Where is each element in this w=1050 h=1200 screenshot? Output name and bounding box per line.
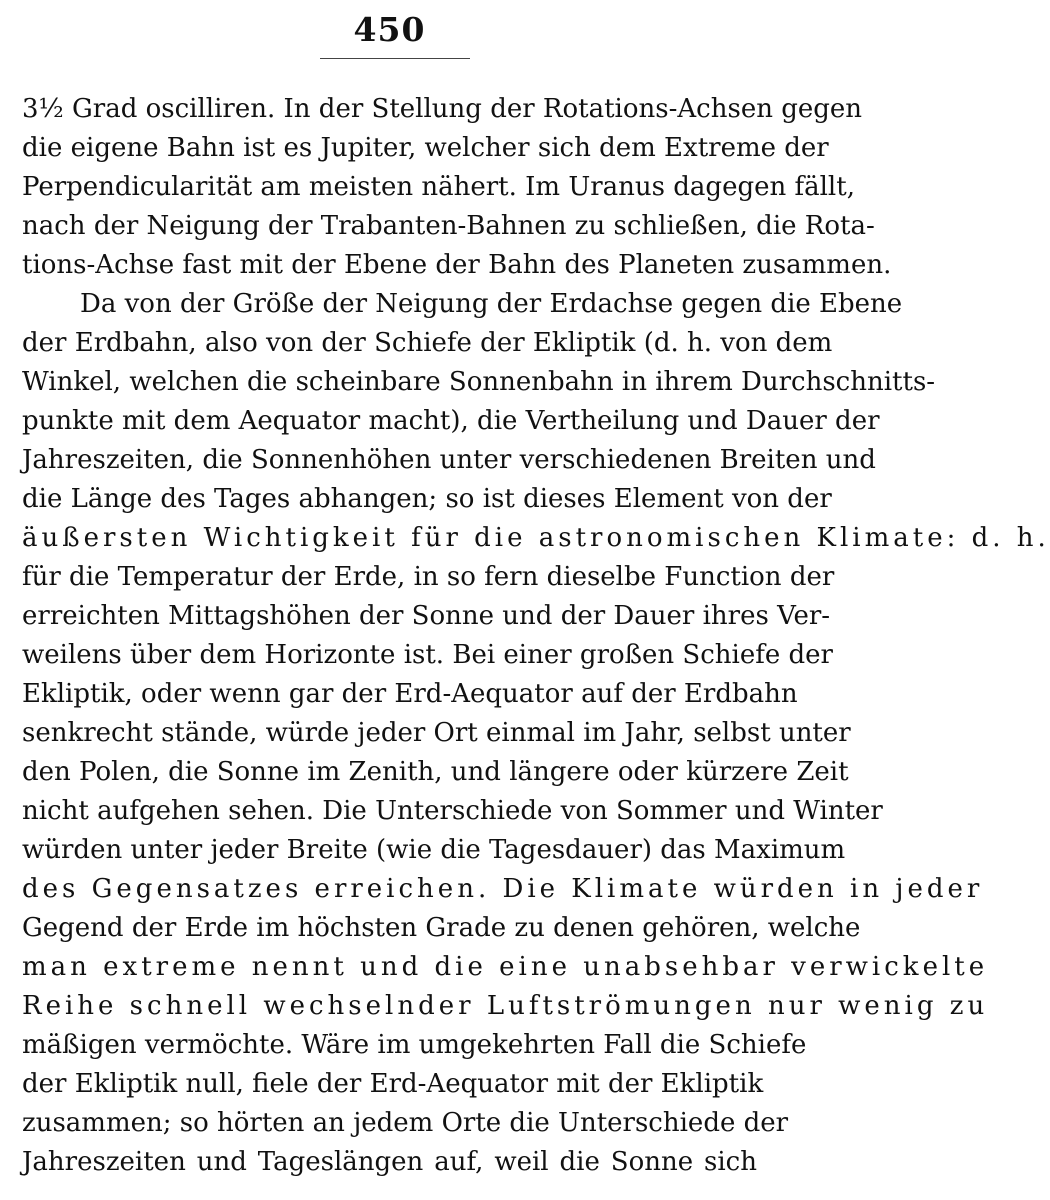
text-line: die eigene Bahn ist es Jupiter, welcher sich dem Extreme der bbox=[22, 133, 829, 163]
text-line: würden unter jeder Breite (wie die Tagesdauer) das Maximum bbox=[22, 835, 846, 865]
body-text bbox=[22, 90, 1050, 1182]
text-line: der Ekliptik null, fiele der Erd-Aequator mit der Ekliptik bbox=[22, 1069, 764, 1099]
text-line: die Länge des Tages abhangen; so ist dieses Element von der bbox=[22, 484, 832, 514]
text-line: den Polen, die Sonne im Zenith, und längere oder kürzere Zeit bbox=[22, 757, 849, 787]
text-line: Jahreszeiten und Tageslängen auf, weil die Sonne sich bbox=[22, 1147, 757, 1177]
text-line: Ekliptik, oder wenn gar der Erd-Aequator auf der Erdbahn bbox=[22, 679, 798, 709]
text-line: nicht aufgehen sehen. Die Unterschiede von Sommer und Winter bbox=[22, 796, 883, 826]
text-line: des Gegensatzes erreichen. Die Klimate würden in jeder bbox=[22, 874, 984, 904]
text-line: Jahreszeiten, die Sonnenhöhen unter verschiedenen Breiten und bbox=[22, 445, 876, 475]
text-line: für die Temperatur der Erde, in so fern dieselbe Function der bbox=[22, 562, 835, 592]
text-line: tions-Achse fast mit der Ebene der Bahn des Planeten zusammen. bbox=[22, 250, 892, 280]
text-line: 3½ Grad oscilliren. In der Stellung der Rotations-Achsen gegen bbox=[22, 94, 863, 124]
text-line: nach der Neigung der Trabanten-Bahnen zu schließen, die Rota- bbox=[22, 211, 875, 241]
text-line: senkrecht stände, würde jeder Ort einmal im Jahr, selbst unter bbox=[22, 718, 851, 748]
text-line: mäßigen vermöchte. Wäre im umgekehrten Fall die Schiefe bbox=[22, 1030, 807, 1060]
text-line: der Erdbahn, also von der Schiefe der Ekliptik (d. h. von dem bbox=[22, 328, 833, 358]
text-line: Perpendicularität am meisten nähert. Im Uranus dagegen fällt, bbox=[22, 172, 855, 202]
header-rule bbox=[320, 58, 470, 59]
text-line: man extreme nennt und die eine unabsehbar verwickelte bbox=[22, 952, 989, 982]
text-line: zusammen; so hörten an jedem Orte die Unterschiede der bbox=[22, 1108, 789, 1138]
text-line: Reihe schnell wechselnder Luftströmungen nur wenig zu bbox=[22, 991, 989, 1021]
text-line: Gegend der Erde im höchsten Grade zu denen gehören, welche bbox=[22, 913, 861, 943]
text-line: punkte mit dem Aequator macht), die Vertheilung und Dauer der bbox=[22, 406, 880, 436]
text-line: Winkel, welchen die scheinbare Sonnenbahn in ihrem Durchschnitts- bbox=[22, 367, 936, 397]
text-line: äußersten Wichtigkeit für die astronomischen Klimate: d. h. bbox=[22, 523, 1050, 553]
page-number: 450 bbox=[353, 10, 426, 49]
paragraph-first-line: Da von der Größe der Neigung der Erdachse gegen die Ebene bbox=[80, 289, 903, 319]
text-line: erreichten Mittagshöhen der Sonne und der Dauer ihres Ver- bbox=[22, 601, 831, 631]
text-line: weilens über dem Horizonte ist. Bei einer großen Schiefe der bbox=[22, 640, 833, 670]
